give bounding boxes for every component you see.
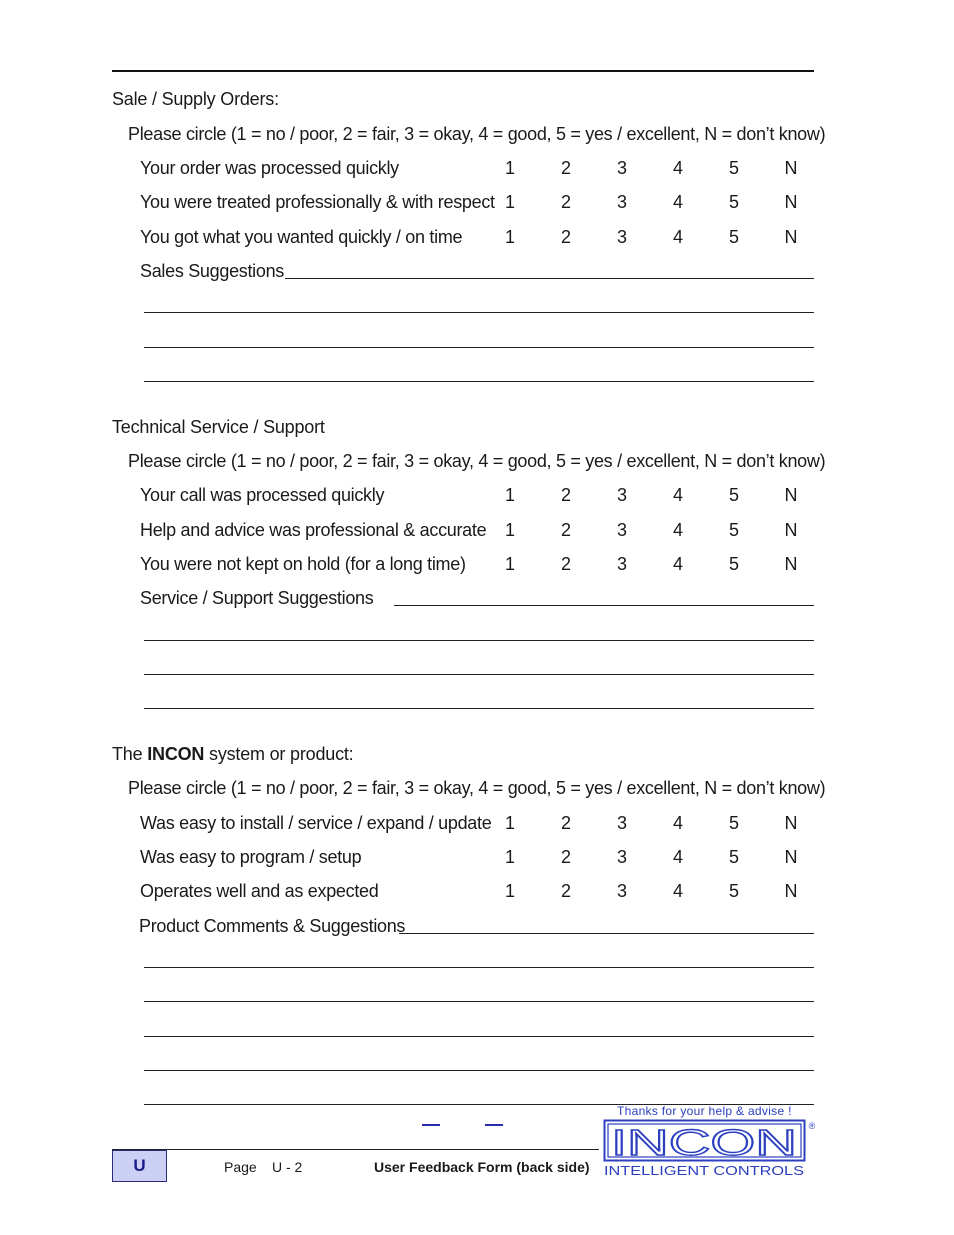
section-letter-badge: U [112, 1150, 167, 1182]
rating-option[interactable]: 3 [616, 813, 627, 833]
rating-option[interactable]: 1 [504, 485, 515, 505]
rating-option[interactable]: 2 [560, 158, 571, 178]
rating-option[interactable]: 3 [616, 485, 627, 505]
rating-option[interactable]: 1 [504, 881, 515, 901]
rating-option[interactable]: 5 [728, 813, 739, 833]
write-in-line[interactable] [144, 347, 814, 348]
question-label: Was easy to program / setup [140, 847, 362, 867]
question-label: You were not kept on hold (for a long time) [140, 554, 466, 574]
rating-option[interactable]: 3 [616, 192, 627, 212]
rating-instruction: Please circle (1 = no / poor, 2 = fair, 3 = okay, 4 = good, 5 = yes / excellent, N = don’t know) [128, 778, 826, 798]
decorative-dash [422, 1124, 440, 1126]
logo-text: INCON [611, 1122, 797, 1163]
title-prefix: The [112, 744, 148, 764]
question-label: Your order was processed quickly [140, 158, 399, 178]
question-label: You were treated professionally & with respect [140, 192, 495, 212]
rating-option[interactable]: 4 [672, 192, 683, 212]
thanks-note: Thanks for your help & advise ! [617, 1104, 792, 1118]
rating-option[interactable]: 2 [560, 813, 571, 833]
title-suffix: system or product: [204, 744, 354, 764]
write-in-line[interactable] [144, 1001, 814, 1002]
registered-mark: ® [808, 1121, 816, 1131]
write-in-line[interactable] [285, 278, 814, 279]
rating-option[interactable]: 3 [616, 847, 627, 867]
rating-option[interactable]: 1 [504, 847, 515, 867]
rating-option[interactable]: 2 [560, 485, 571, 505]
rating-option[interactable]: 2 [560, 227, 571, 247]
suggestions-label: Service / Support Suggestions [140, 588, 374, 608]
rating-option[interactable]: 4 [672, 813, 683, 833]
rating-option[interactable]: N [784, 158, 798, 178]
rating-option[interactable]: N [784, 847, 798, 867]
rating-option[interactable]: 4 [672, 485, 683, 505]
rating-option[interactable]: 4 [672, 881, 683, 901]
rating-option[interactable]: 2 [560, 192, 571, 212]
question-label: Help and advice was professional & accurate [140, 520, 487, 540]
rating-option[interactable]: 3 [616, 227, 627, 247]
logo-tagline: INTELLIGENT CONTROLS [604, 1163, 805, 1178]
write-in-line[interactable] [144, 312, 814, 313]
rating-option[interactable]: 5 [728, 847, 739, 867]
question-label: Operates well and as expected [140, 881, 379, 901]
brand-name: INCON [147, 744, 205, 764]
write-in-line[interactable] [394, 605, 814, 606]
rating-option[interactable]: 3 [616, 520, 627, 540]
rating-option[interactable]: 3 [616, 158, 627, 178]
page-label: Page [224, 1159, 257, 1175]
write-in-line[interactable] [144, 967, 814, 968]
footer-rule [112, 1149, 599, 1150]
rating-option[interactable]: N [784, 554, 798, 574]
rating-instruction: Please circle (1 = no / poor, 2 = fair, 3 = okay, 4 = good, 5 = yes / excellent, N = don’t know) [128, 451, 826, 471]
rating-option[interactable]: 5 [728, 520, 739, 540]
question-label: Was easy to install / service / expand / update [140, 813, 492, 833]
write-in-line[interactable] [144, 708, 814, 709]
rating-option[interactable]: 5 [728, 881, 739, 901]
suggestions-label: Sales Suggestions [140, 261, 284, 281]
rating-option[interactable]: 3 [616, 881, 627, 901]
page-number: U - 2 [272, 1159, 303, 1175]
rating-option[interactable]: 4 [672, 520, 683, 540]
rating-option[interactable]: N [784, 520, 798, 540]
write-in-line[interactable] [399, 933, 814, 934]
rating-option[interactable]: 4 [672, 554, 683, 574]
top-rule [112, 70, 814, 72]
rating-option[interactable]: 5 [728, 192, 739, 212]
section-title-support: Technical Service / Support [112, 417, 325, 437]
rating-option[interactable]: 5 [728, 554, 739, 574]
rating-option[interactable]: N [784, 881, 798, 901]
write-in-line[interactable] [144, 1036, 814, 1037]
rating-option[interactable]: 1 [504, 158, 515, 178]
rating-option[interactable]: 5 [728, 227, 739, 247]
rating-option[interactable]: 2 [560, 520, 571, 540]
rating-option[interactable]: 1 [504, 192, 515, 212]
rating-option[interactable]: 2 [560, 881, 571, 901]
write-in-line[interactable] [144, 381, 814, 382]
incon-logo [603, 1103, 818, 1181]
rating-option[interactable]: 1 [504, 520, 515, 540]
rating-option[interactable]: 4 [672, 847, 683, 867]
suggestions-label: Product Comments & Suggestions [139, 916, 406, 936]
question-label: Your call was processed quickly [140, 485, 385, 505]
rating-option[interactable]: 4 [672, 158, 683, 178]
rating-option[interactable]: N [784, 227, 798, 247]
rating-option[interactable]: N [784, 485, 798, 505]
rating-option[interactable]: 5 [728, 485, 739, 505]
decorative-dash [485, 1124, 503, 1126]
form-title: User Feedback Form (back side) [374, 1159, 590, 1175]
rating-option[interactable]: N [784, 192, 798, 212]
section-title-sales: Sale / Supply Orders: [112, 89, 279, 109]
rating-instruction: Please circle (1 = no / poor, 2 = fair, 3 = okay, 4 = good, 5 = yes / excellent, N = don’t know) [128, 124, 826, 144]
write-in-line[interactable] [144, 674, 814, 675]
rating-option[interactable]: 1 [504, 813, 515, 833]
logo-wordmark-icon [603, 1119, 818, 1181]
write-in-line[interactable] [144, 640, 814, 641]
rating-option[interactable]: 1 [504, 554, 515, 574]
write-in-line[interactable] [144, 1070, 814, 1071]
rating-option[interactable]: 5 [728, 158, 739, 178]
rating-option[interactable]: 2 [560, 554, 571, 574]
rating-option[interactable]: 2 [560, 847, 571, 867]
rating-option[interactable]: N [784, 813, 798, 833]
rating-option[interactable]: 1 [504, 227, 515, 247]
rating-option[interactable]: 3 [616, 554, 627, 574]
rating-option[interactable]: 4 [672, 227, 683, 247]
section-title-product [112, 744, 353, 765]
question-label: You got what you wanted quickly / on time [140, 227, 463, 247]
